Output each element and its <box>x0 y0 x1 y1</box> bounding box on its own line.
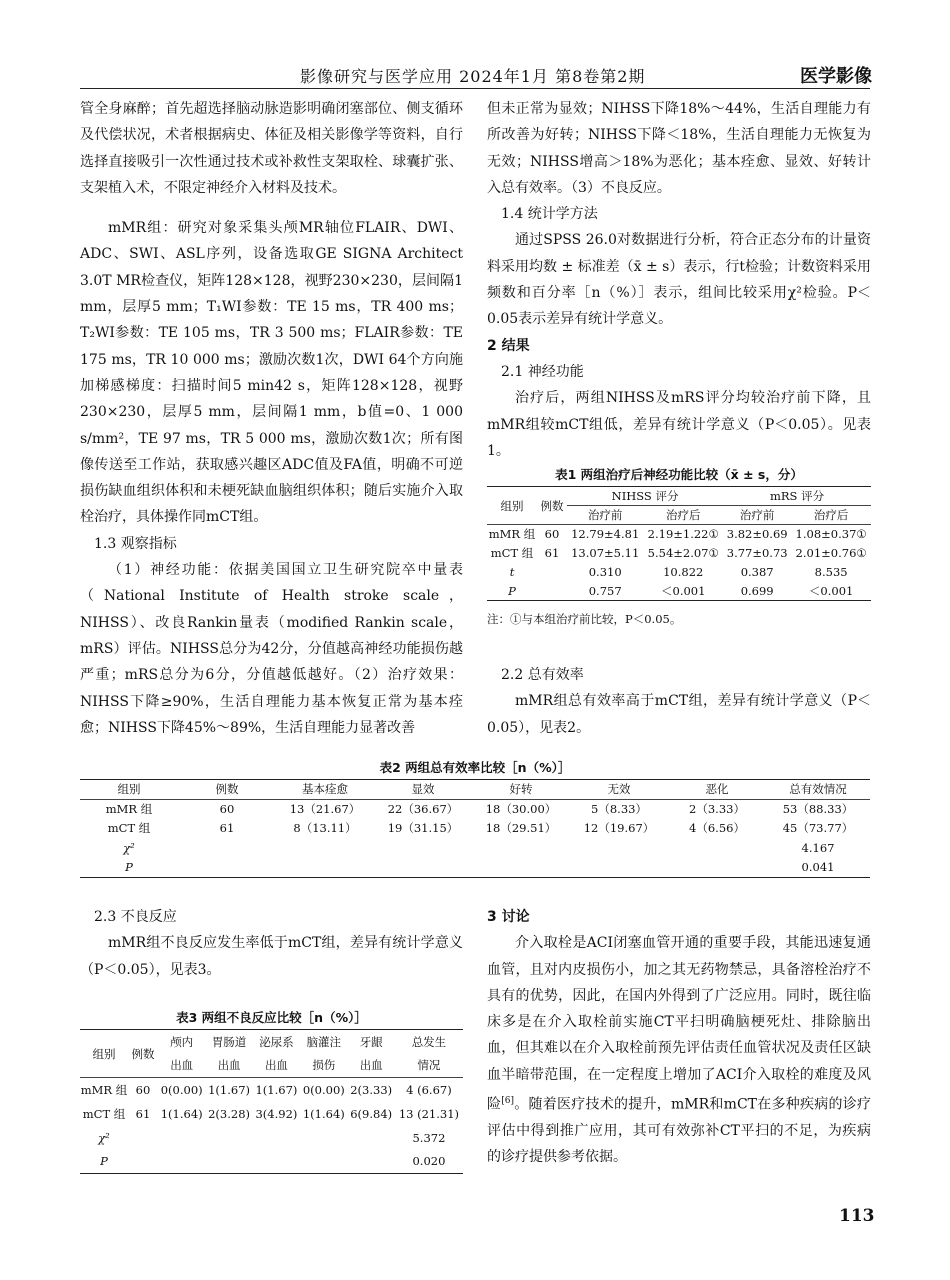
table-cell: 4 (6.67) <box>406 1082 452 1097</box>
table-cell <box>205 1150 252 1174</box>
table3-header-n: 例数 <box>128 1030 158 1078</box>
table-cell: 60 <box>219 802 235 816</box>
table-cell: 10.822 <box>663 565 704 579</box>
table2-header: 好转 <box>472 780 570 800</box>
table-cell: 13 (21.31) <box>398 1106 460 1121</box>
paragraph: mMR组总有效率高于mCT组，差异有统计学意义（P＜0.05），见表2。 <box>487 693 871 736</box>
citation-ref: [6] <box>501 1096 515 1107</box>
table2-header: 例数 <box>178 780 276 800</box>
table3-header: 胃肠道 <box>211 1034 247 1049</box>
table-cell: 0.387 <box>740 565 774 579</box>
table-cell: 5（8.33） <box>591 802 647 816</box>
table3-header: 情况 <box>395 1054 463 1078</box>
table-cell: 0.699 <box>740 583 774 598</box>
table-row <box>80 799 870 819</box>
table-cell: 4.167 <box>801 840 835 855</box>
table-cell: 60 <box>135 1082 151 1097</box>
header-rule <box>80 88 870 89</box>
table-cell <box>570 838 668 858</box>
table-cell: 0.310 <box>588 565 622 579</box>
text-column-right-bottom <box>487 904 871 1171</box>
table1-caption: 表1 两组治疗后神经功能比较（x̄ ± s，分） <box>555 467 803 482</box>
table3-caption: 表3 两组不良反应比较［n（%）］ <box>176 1010 367 1025</box>
table1-header-after: 治疗后 <box>791 506 871 525</box>
table2-header: 恶化 <box>668 780 766 800</box>
table-cell <box>570 858 668 878</box>
page-number: 113 <box>839 1206 875 1226</box>
table-cell: 2（3.33） <box>689 802 745 816</box>
table-row <box>80 858 870 878</box>
table-cell: 4（6.56） <box>689 821 745 836</box>
paragraph-text: 。随着医疗技术的提升，mMR和mCT在多种疾病的诊疗评估中得到推广应用，其可有效弥补CT平扫的不足，为疾病的诊疗提供参考依据。 <box>487 1096 872 1166</box>
table2-header: 显效 <box>374 780 472 800</box>
paragraph: （1）神经功能：依据美国国立卫生研究院卒中量表（National Institute of Health stroke scale，NIHSS）、改良Rankin量表（modified Rankin scale，mRS）评估。NIHSS总分为42分，分值越高神经功能损伤越严重；mRS总分为6分，分值越低越好。（2）治疗效果：NIHSS下降≥90%，生活自理能力基本恢复正常为基本痊愈；NIHSS下降45%～89%，生活自理能力显著改善 <box>80 562 463 736</box>
table-cell <box>472 858 570 878</box>
table-cell <box>537 563 567 582</box>
table-row <box>487 582 871 601</box>
section-heading: 2.3 不良反应 <box>94 909 177 925</box>
table-cell: mCT 组 <box>82 1106 126 1121</box>
table-cell: 0.020 <box>412 1154 446 1169</box>
table-cell <box>276 838 374 858</box>
table3-header: 出血 <box>348 1054 395 1078</box>
table3 <box>80 1029 463 1174</box>
paragraph: 治疗后，两组NIHSS及mRS评分均较治疗前下降，且mMR组较mCT组低，差异有统计学意义（P＜0.05）。见表1。 <box>487 390 871 459</box>
table1-header-n: 例数 <box>537 487 567 525</box>
table-cell: 53（88.33） <box>782 802 854 816</box>
table1-header-group: 组别 <box>487 487 537 525</box>
table-row <box>487 544 871 563</box>
table-cell: 1(1.64) <box>160 1106 203 1121</box>
table-cell <box>472 838 570 858</box>
table-cell <box>300 1150 347 1174</box>
table3-header: 颅内 <box>170 1034 194 1049</box>
table-row <box>80 1150 463 1174</box>
table1-header-before: 治疗前 <box>723 506 791 525</box>
table-cell: t <box>509 565 515 579</box>
paragraph: 通过SPSS 26.0对数据进行分析，符合正态分布的计量资料采用均数 ± 标准差（x̄ ± s）表示，行t检验；计数资料采用频数和百分率［n（%）］表示，组间比较采用χ²检验。P＜0.05表示差异有统计学意义。 <box>487 232 871 328</box>
table-cell: 12.79±4.81 <box>571 527 640 542</box>
table-cell <box>158 1126 205 1150</box>
table-cell: 60 <box>544 527 560 542</box>
table2-header: 组别 <box>80 780 178 800</box>
table2-caption: 表2 两组总有效率比较［n（%）］ <box>379 760 571 775</box>
table-cell: 1.08±0.37① <box>795 527 867 542</box>
table-cell: 0.757 <box>588 583 622 598</box>
table-cell: 45（73.77） <box>782 821 854 836</box>
table-cell: mMR 组 <box>105 802 153 816</box>
table-cell <box>348 1126 395 1150</box>
table3-header: 总发生 <box>411 1034 447 1049</box>
table3-header-group: 组别 <box>80 1030 128 1078</box>
page-header <box>0 0 950 96</box>
table-cell: 2(3.33) <box>350 1082 393 1097</box>
table1-header-before: 治疗前 <box>567 506 643 525</box>
table3-header: 出血 <box>158 1054 205 1078</box>
table-cell <box>348 1150 395 1174</box>
paragraph <box>487 930 871 1170</box>
paragraph: mMR组：研究对象采集头颅MR轴位FLAIR、DWI、ADC、SWI、ASL序列，设备选取GE SIGNA Architect 3.0T MR检查仪，矩阵128×128，视野230×230，层间隔1 mm，层厚5 mm；T₁WI参数：TE 15 ms，TR 400 ms；T₂WI参数：TE 105 ms，TR 3 500 ms；FLAIR参数：TE 175 ms，TR 10 000 ms；激励次数1次，DWI 64个方向施加梯感梯度：扫描时间5 min42 s，矩阵128×128，视野230×230，层厚5 mm，层间隔1 mm，b值=0、1 000 s/mm²，TE 97 ms，TR 5 000 ms，激励次数1次；所有图像传送至工作站，获取感兴趣区ADC值及FA值，明确不可逆损伤缺血组织体积和未梗死缺血脑组织体积；随后实施介入取栓治疗，具体操作同mCT组。 <box>80 220 463 526</box>
table-cell <box>178 858 276 878</box>
text-column-right-top <box>487 96 871 741</box>
table-cell <box>300 1126 347 1150</box>
table-row <box>80 1126 463 1150</box>
journal-issue-line: 影像研究与医学应用 2024年1月 第8卷第2期 <box>300 67 646 86</box>
table-cell: 8（13.11） <box>293 821 357 836</box>
table-cell <box>128 1126 158 1150</box>
table2-header: 总有效情况 <box>766 780 870 800</box>
table-cell: 1(1.64) <box>302 1106 345 1121</box>
table-cell <box>668 838 766 858</box>
table-cell: 22（36.67） <box>387 802 459 816</box>
section-label: 医学影像 <box>800 66 872 87</box>
table1-header-mrs: mRS 评分 <box>723 487 871 506</box>
table1-header-after: 治疗后 <box>643 506 723 525</box>
table-cell: 2.19±1.22① <box>647 527 719 542</box>
section-heading: 2.2 总有效率 <box>501 667 584 684</box>
table-row <box>80 1078 463 1102</box>
table-row <box>487 525 871 544</box>
table-cell: 2.01±0.76① <box>795 546 867 560</box>
table-cell: 0(0.00) <box>160 1082 203 1097</box>
table-cell <box>374 858 472 878</box>
table-cell: mMR 组 <box>488 527 536 542</box>
table1 <box>487 486 871 601</box>
table-cell <box>253 1126 300 1150</box>
table-cell: 61 <box>544 546 560 560</box>
table-cell: ＜0.001 <box>808 583 854 598</box>
table-cell <box>158 1150 205 1174</box>
table-row <box>80 819 870 839</box>
table-cell: 3.77±0.73 <box>726 546 788 560</box>
table-cell: 1(1.67) <box>255 1082 298 1097</box>
text-column-left-top <box>80 96 463 741</box>
table-cell: 6(9.84) <box>350 1106 393 1121</box>
table3-header: 损伤 <box>300 1054 347 1078</box>
table2-header: 无效 <box>570 780 668 800</box>
table3-header: 出血 <box>253 1054 300 1078</box>
table3-header: 泌尿系 <box>259 1034 294 1049</box>
table-cell: mMR 组 <box>80 1082 128 1097</box>
table-cell: ＜0.001 <box>661 583 706 598</box>
section-heading: 3 讨论 <box>487 909 530 925</box>
table-cell: 61 <box>219 821 235 836</box>
table-cell: 1(1.67) <box>208 1082 251 1097</box>
table-cell: 13.07±5.11 <box>571 546 640 560</box>
table-cell <box>537 582 567 601</box>
table1-header-nihss: NIHSS 评分 <box>567 487 723 506</box>
table-cell: P <box>125 860 133 874</box>
paragraph-text: 介入取栓是ACI闭塞血管开通的重要手段，其能迅速复通血管，且对内皮损伤小，加之其无药物禁忌，具备溶栓治疗不具有的优势，因此，在国内外得到了广泛应用。同时，既往临床多是在介入取栓前实施CT平扫明确脑梗死灶、排除脑出血，但其难以在介入取栓前预先评估责任血管状况及责任区缺血半暗带范围，在一定程度上增加了ACI介入取栓的难度及风险 <box>487 935 871 1113</box>
table-cell: 0(0.00) <box>302 1082 345 1097</box>
table-cell: 12（19.67） <box>583 821 655 836</box>
table-row <box>80 838 870 858</box>
table-cell: 18（30.00） <box>485 802 557 816</box>
table-cell: P <box>508 583 516 598</box>
table-cell: 61 <box>135 1106 151 1121</box>
table-cell: 3.82±0.69 <box>726 527 788 542</box>
table3-header: 出血 <box>205 1054 252 1078</box>
paragraph: 但未正常为显效；NIHSS下降18%～44%，生活自理能力有所改善为好转；NIHSS下降＜18%，生活自理能力无恢复为无效；NIHSS增高＞18%为恶化；基本痊愈、显效、好转计入总有效率。（3）不良反应。 <box>487 101 871 196</box>
table2-header: 基本痊愈 <box>276 780 374 800</box>
table-cell: 18（29.51） <box>485 821 557 836</box>
table-row <box>487 563 871 582</box>
section-heading: 1.4 统计学方法 <box>501 206 598 223</box>
table-cell <box>205 1126 252 1150</box>
table3-header: 牙龈 <box>359 1034 383 1049</box>
table-cell: χ² <box>98 1130 110 1145</box>
table-cell: 13（21.67） <box>289 802 361 816</box>
table-cell <box>178 838 276 858</box>
table-cell <box>253 1150 300 1174</box>
paragraph: mMR组不良反应发生率低于mCT组，差异有统计学意义（P＜0.05），见表3。 <box>80 935 463 978</box>
table-cell: 2(3.28) <box>208 1106 251 1121</box>
table-cell: 8.535 <box>814 565 848 579</box>
table-cell: mCT 组 <box>490 546 534 560</box>
table3-header: 脑灌注 <box>306 1034 342 1049</box>
table-cell: 5.372 <box>412 1130 446 1145</box>
table-cell: mCT 组 <box>107 821 151 836</box>
section-heading: 2 结果 <box>487 337 530 354</box>
table-cell <box>374 838 472 858</box>
section-heading: 2.1 神经功能 <box>501 363 584 380</box>
table-cell: 19（31.15） <box>387 821 459 836</box>
table-cell: χ² <box>123 840 135 855</box>
table-cell: 5.54±2.07① <box>647 546 719 560</box>
table-cell: 0.041 <box>801 860 835 874</box>
table-cell: 3(4.92) <box>255 1106 298 1121</box>
table-cell <box>128 1150 158 1174</box>
table2 <box>80 779 870 878</box>
paragraph: 管全身麻醉；首先超选择脑动脉造影明确闭塞部位、侧支循环及代偿状况，术者根据病史、体征及相关影像学等资料，自行选择直接吸引一次性通过技术或补救性支架取栓、球囊扩张、支架植入术，不限定神经介入材料及技术。 <box>80 101 463 196</box>
table1-note: 注：①与本组治疗前比较，P＜0.05。 <box>487 612 682 626</box>
section-heading: 1.3 观察指标 <box>94 535 177 552</box>
text-column-left-bottom <box>80 904 463 983</box>
table-cell <box>276 858 374 878</box>
table-row <box>80 1102 463 1126</box>
table-cell: P <box>100 1154 108 1169</box>
table-cell <box>668 858 766 878</box>
